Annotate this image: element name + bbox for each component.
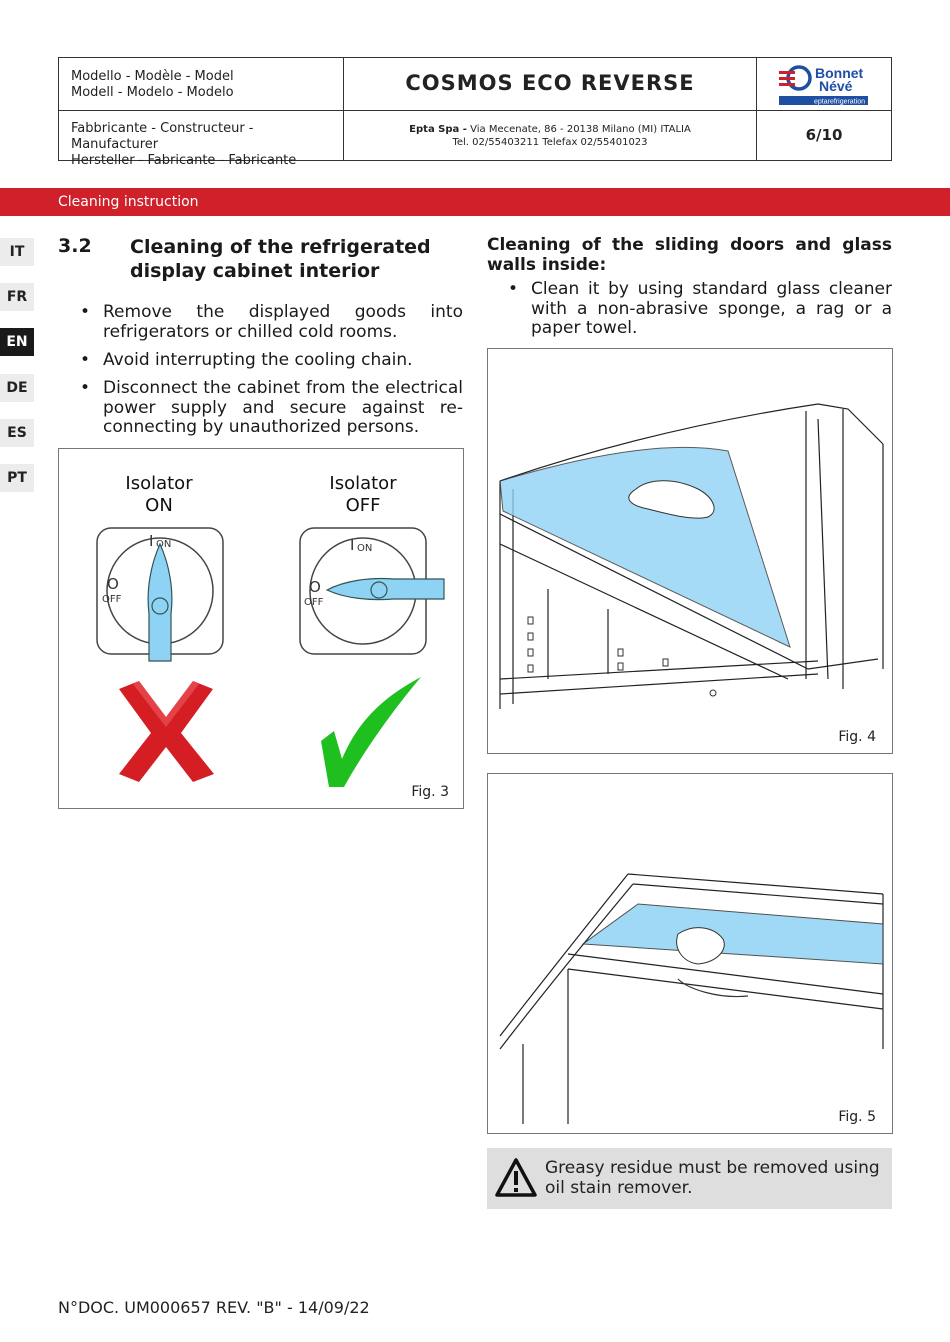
manufacturer-label-line1: Fabbricante - Constructeur - Manufacturer (71, 121, 254, 152)
manufacturer-cell (344, 111, 757, 160)
logo-line2: Névé (819, 78, 853, 94)
list-item: • Disconnect the cabinet from the electrical power supply and secure against re-connecting by unauthorized persons. (80, 378, 463, 437)
warning-triangle-icon (494, 1157, 538, 1199)
lang-tab-de[interactable]: DE (0, 374, 34, 402)
model-label-line2: Modell - Modelo - Modelo (71, 85, 234, 100)
document-reference: N°DOC. UM000657 REV. "B" - 14/09/22 (58, 1298, 370, 1317)
svg-text:OFF: OFF (304, 597, 324, 608)
company-address: Via Mecenate, 86 - 20138 Milano (MI) ITALIA (470, 124, 691, 135)
header-row-model (59, 58, 891, 111)
isolator-on-label-line1: Isolator (125, 473, 193, 494)
section-bar-label: Cleaning instruction (58, 194, 199, 210)
section-bar (0, 188, 950, 216)
fig5-illustration (488, 774, 892, 1133)
isolator-off-label-line2: OFF (345, 495, 381, 516)
logo-line1: Bonnet (815, 65, 864, 81)
logo-tagline: eptarefrigeration (814, 98, 865, 106)
list-item: • Remove the displayed goods into refrigerators or chilled cold rooms. (80, 302, 463, 342)
list-item: • Avoid interrupting the cooling chain. (80, 351, 463, 371)
list-item-text: Clean it by using standard glass cleaner with a non-abrasive sponge, a rag or a paper towel. (531, 279, 892, 338)
warning-text: Greasy residue must be removed using oil stain remover. (545, 1158, 880, 1198)
green-check-icon (321, 677, 421, 787)
section-title: Cleaning of the refrigerated display cabinet interior (130, 236, 431, 282)
company-phone: Tel. 02/55403211 Telefax 02/55401023 (452, 137, 648, 148)
model-label-line1: Modello - Modèle - Model (71, 69, 234, 84)
company-name: Epta Spa - (409, 124, 467, 135)
svg-text:O: O (309, 578, 321, 596)
bonnet-neve-logo (757, 58, 892, 110)
svg-text:OFF: OFF (102, 594, 122, 605)
header-table (58, 57, 892, 168)
list-item-text: Disconnect the cabinet from the electrical power supply and secure against re-connecting by unauthorized persons. (103, 378, 463, 437)
brand-logo (757, 58, 891, 110)
list-item-text: Remove the displayed goods into refrigerators or chilled cold rooms. (103, 302, 463, 342)
svg-text:I: I (149, 532, 154, 550)
manufacturer-label-line2: Hersteller - Fabricante - Fabricante (71, 153, 297, 168)
isolator-off-label-line1: Isolator (329, 473, 397, 494)
lang-tab-fr[interactable]: FR (0, 283, 34, 311)
list-item-text: Avoid interrupting the cooling chain. (103, 350, 413, 370)
fig3-box (58, 448, 464, 809)
fig5-box (487, 773, 893, 1134)
svg-text:O: O (107, 575, 119, 593)
lang-tab-pt[interactable]: PT (0, 464, 34, 492)
lang-tab-it[interactable]: IT (0, 238, 34, 266)
svg-text:ON: ON (156, 539, 172, 550)
page-number: 6/10 (805, 126, 843, 144)
model-name: COSMOS ECO REVERSE (405, 71, 695, 95)
fig3-illustration (59, 449, 463, 808)
model-label (59, 58, 344, 110)
svg-text:I: I (350, 536, 355, 554)
isolator-switch-on-icon (97, 528, 223, 661)
model-name-cell (344, 58, 757, 110)
fig5-caption: Fig. 5 (838, 1109, 876, 1125)
warning-box (487, 1148, 892, 1209)
right-heading: Cleaning of the sliding doors and glass walls inside: (487, 235, 892, 275)
fig3-caption: Fig. 3 (411, 784, 449, 800)
isolator-switch-off-icon (300, 528, 444, 654)
fig4-box (487, 348, 893, 754)
section-number: 3.2 (58, 235, 92, 257)
page-number-cell (757, 111, 891, 160)
lang-tab-es[interactable]: ES (0, 419, 34, 447)
fig4-caption: Fig. 4 (838, 729, 876, 745)
lang-tab-en[interactable]: EN (0, 328, 34, 356)
isolator-on-label-line2: ON (145, 495, 173, 516)
header-row-manufacturer (59, 111, 891, 168)
red-cross-icon (119, 681, 214, 782)
manufacturer-address (344, 111, 756, 149)
fig4-illustration (488, 349, 892, 753)
manufacturer-label (59, 111, 344, 168)
list-item: • Clean it by using standard glass cleaner with a non-abrasive sponge, a rag or a paper towel. (508, 279, 892, 338)
svg-text:ON: ON (357, 543, 373, 554)
